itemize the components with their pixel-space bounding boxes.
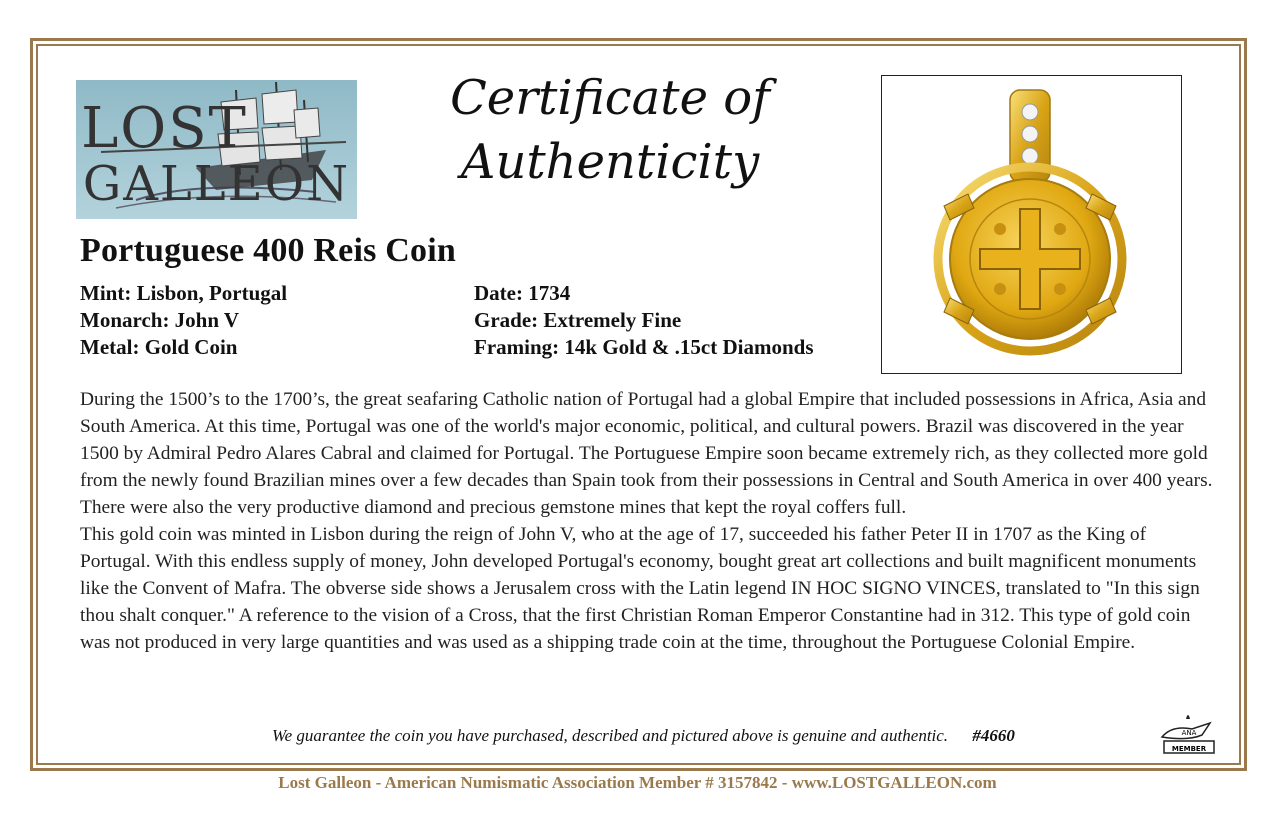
metal-field: Metal: Gold Coin <box>80 335 238 359</box>
certificate-number: #4660 <box>972 726 1015 745</box>
gold-coin-pendant-image <box>882 76 1181 373</box>
certificate-title <box>430 66 790 194</box>
coin-photo-frame <box>881 75 1182 374</box>
guarantee-text: We guarantee the coin you have purchased, described and pictured above is genuine and authentic. <box>272 726 949 745</box>
grade-field: Grade: Extremely Fine <box>474 308 682 332</box>
mint-field: Mint: Lisbon, Portugal <box>80 281 288 305</box>
coin-specs-right <box>474 280 814 361</box>
member-text: MEMBER <box>1171 745 1207 753</box>
ana-lamp-icon <box>1152 707 1222 757</box>
footer-association-line: Lost Galleon - American Numismatic Association Member # 3157842 - www.LOSTGALLEON.com <box>278 773 997 792</box>
ana-member-badge <box>1152 707 1222 757</box>
title-line-2: Authenticity <box>460 134 760 190</box>
logo-word-galleon: GALLEON <box>82 156 351 212</box>
coin-specs-left <box>80 280 287 361</box>
ana-text: ANA <box>1181 729 1197 737</box>
description-paragraph-1: During the 1500’s to the 1700’s, the great seafaring Catholic nation of Portugal had a global Empire that included possessions in Africa, Asia and South America. At this time, Portugal was one of the world's major economic, political, and cultural powers. Brazil was discovered in the year 1500 by Admiral Pedro Alares Cabral and claimed for Portugal. The Portuguese Empire soon became extremely rich, as they collected more gold from the newly found Brazilian mines over a few decades than Spain took from their possessions in Central and South America in over 400 years. There were also the very productive diamond and precious gemstone mines that kept the royal coffers full. <box>80 389 1213 518</box>
lost-galleon-logo <box>76 80 357 219</box>
coin-description <box>80 386 1215 656</box>
framing-field: Framing: 14k Gold & .15ct Diamonds <box>474 335 814 359</box>
description-paragraph-2: This gold coin was minted in Lisbon during the reign of John V, who at the age of 17, succeeded his father Peter II in 1707 as the King of Portugal. With this endless supply of money, John developed Portugal's economy, bought great art collections and built magnificent monuments like the Convent of Mafra. The obverse side shows a Jerusalem cross with the Latin legend IN HOC SIGNO VINCES, translated to "In this sign thou shalt conquer." A reference to the vision of a Cross, that the first Christian Roman Emperor Constantine had in 312. This type of gold coin was not produced in very large quantities and was used as a shipping trade coin at the time, throughout the Portuguese Colonial Empire. <box>80 524 1200 653</box>
title-line-1: Certificate of <box>450 70 770 126</box>
guarantee-statement <box>272 726 1032 746</box>
monarch-field: Monarch: John V <box>80 308 240 332</box>
date-field: Date: 1734 <box>474 281 571 305</box>
coin-name-heading: Portuguese 400 Reis Coin <box>80 232 456 269</box>
logo-word-lost: LOST <box>81 96 248 161</box>
